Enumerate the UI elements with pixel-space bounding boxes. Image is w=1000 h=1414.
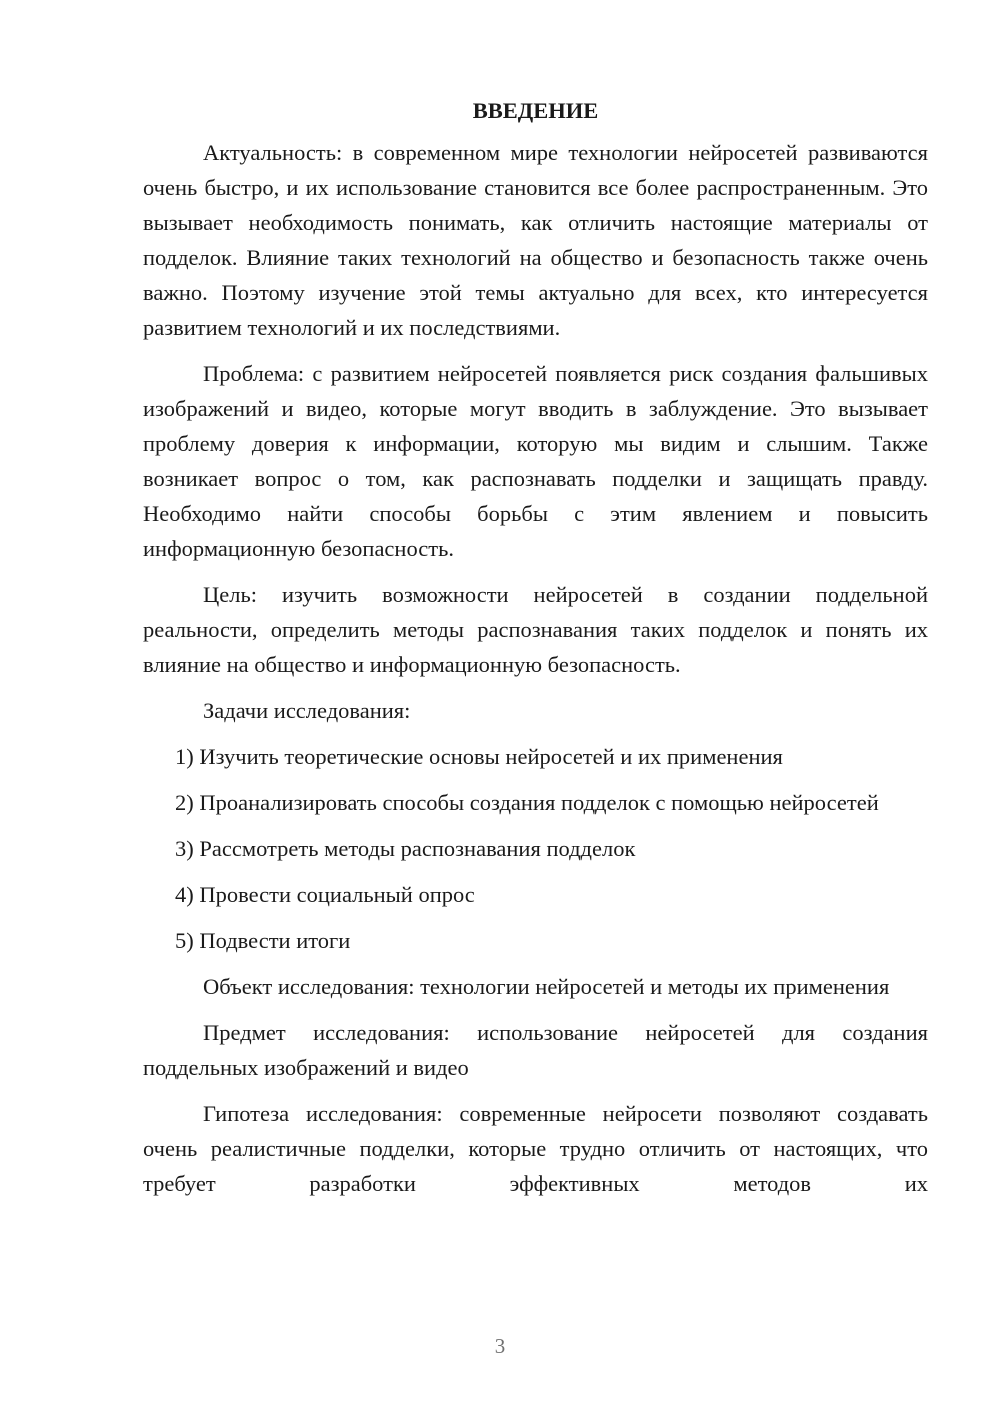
paragraph-problem: Проблема: с развитием нейросетей появляется риск создания фальшивых изображений и видео, которые могут вводить в заблуждение. Это вызывает проблему доверия к информации, которую мы видим и слышим. Также возникает вопрос о том, как распознавать подделки и защищать правду. Необходимо найти способы борьбы с этим явлением и повысить информационную безопасность. <box>143 361 928 561</box>
task-item-2: 2) Проанализировать способы создания подделок с помощью нейросетей <box>175 790 879 815</box>
task-item-5: 5) Подвести итоги <box>175 928 351 953</box>
document-body <box>143 96 928 1212</box>
paragraph-tasks-heading: Задачи исследования: <box>203 698 411 723</box>
page-number: 3 <box>494 1334 506 1358</box>
task-item-4: 4) Провести социальный опрос <box>175 882 475 907</box>
paragraph-goal: Цель: изучить возможности нейросетей в создании поддельной реальности, определить методы распознавания таких подделок и понять их влияние на общество и информационную безопасность. <box>143 582 928 677</box>
paragraph-subject: Предмет исследования: использование нейросетей для создания поддельных изображений и видео <box>143 1020 928 1080</box>
task-item-1: 1) Изучить теоретические основы нейросетей и их применения <box>175 744 783 769</box>
page-title: ВВЕДЕНИЕ <box>472 98 599 123</box>
task-item-3: 3) Рассмотреть методы распознавания подделок <box>175 836 636 861</box>
paragraph-object: Объект исследования: технологии нейросетей и методы их применения <box>203 974 890 999</box>
paragraph-hypothesis: Гипотеза исследования: современные нейросети позволяют создавать очень реалистичные подделки, которые трудно отличить от настоящих, что требует разработки эффективных методов их <box>143 1101 928 1196</box>
paragraph-relevance: Актуальность: в современном мире технологии нейросетей развиваются очень быстро, и их использование становится все более распространенным. Это вызывает необходимость понимать, как отличить настоящие материалы от подделок. Влияние таких технологий на общество и безопасность также очень важно. Поэтому изучение этой темы актуально для всех, кто интересуется развитием технологий и их последствиями. <box>143 140 928 340</box>
